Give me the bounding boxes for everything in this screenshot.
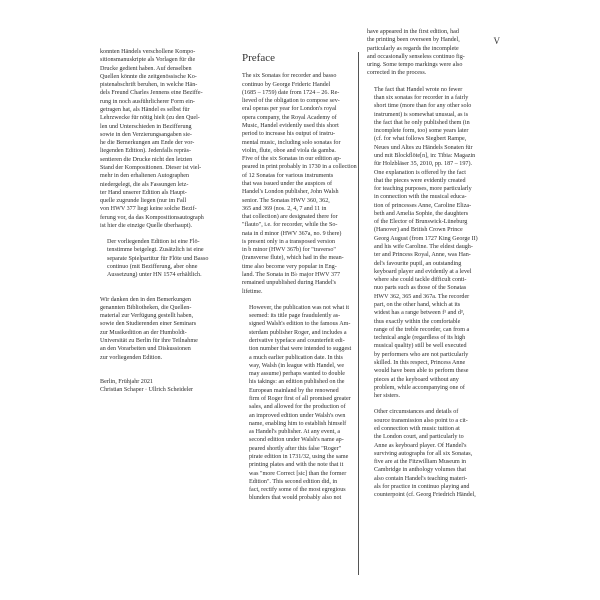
text-line: rung in noch ausführlicherer Form ein- (100, 98, 195, 105)
text-line: peared in print probably in 1730 in a collection (242, 164, 357, 171)
text-line: sales, and allowed for the production of (249, 404, 346, 411)
text-line: ed connection with music tuition at (374, 425, 460, 432)
text-line: beth and Amelia Sophie, the daughters (374, 210, 469, 217)
text-line: as Handel's publisher. At any event, a (249, 429, 341, 436)
text-line: way, Walsh (in league with Handel, we (249, 362, 345, 369)
text-line: pirate edition in 1731/32, using the same (249, 453, 349, 460)
signature-block (100, 378, 227, 395)
text-line: Music, Handel evidently used this short (242, 122, 339, 129)
text-line: uring. Some tempo markings were also (367, 62, 463, 69)
text-line: continuo (mit Bezifferung, aber ohne (107, 264, 198, 271)
text-line: short time (more than for any other solo (374, 103, 472, 110)
text-line: keyboard player and evidently at a level (374, 268, 472, 275)
text-line: (cf. for what follows Siegbert Rampe, (374, 136, 467, 143)
text-line: that was issued under the auspices of (242, 180, 333, 187)
text-line: her sisters. (374, 393, 401, 400)
text-line: and occasionally senseless continuo fig- (367, 53, 465, 60)
text-line: ist hier die einzige Quelle überhaupt). (100, 222, 193, 229)
text-line: of the Elector of Brunswick-Lüneburg (374, 219, 468, 226)
text-line: skilled. In this respect, Princess Anne (374, 359, 466, 366)
text-line: HWV 362, 365 and 367a. The recorder (374, 293, 470, 300)
text-line: problem, while accompanying one of (374, 384, 465, 391)
text-line: (Hanover) and British Crown Prince (374, 227, 463, 234)
text-line: in connection with the musical educa- (374, 194, 467, 201)
text-line: that the pieces were evidently created (374, 177, 466, 184)
text-line: may assume) perhaps wanted to double (249, 371, 345, 378)
text-line: time also become very popular in Eng- (242, 263, 337, 270)
text-line: seemed: its title page fraudulently as- (249, 313, 341, 320)
text-line: (1685 – 1759) date from 1724 – 26. Re- (242, 89, 340, 96)
text-line: instrument) is somewhat unusual, as is (374, 111, 469, 118)
text-line: where she could tackle difficult conti- (374, 277, 467, 284)
right-paragraph-2 (367, 86, 484, 401)
text-line: and his wife Caroline. The eldest daugh- (374, 244, 473, 251)
text-line: that collection) are designated there for (242, 214, 338, 221)
text-line: zur Musikedition an der Humboldt- (100, 329, 187, 336)
text-line: Christian Schaper · Ullrich Scheideler (100, 387, 194, 394)
text-line: would have been able to perform these (374, 368, 469, 375)
text-line: niedergelegt, die als Fassungen letz- (100, 181, 189, 188)
left-paragraph-2 (100, 238, 227, 279)
text-line: period to increase his output of instru- (242, 131, 336, 138)
text-line: by performers who are not particularly (374, 351, 469, 358)
text-line: und mit Blockflöte[n], in: Tibia: Magazin (374, 152, 476, 159)
text-line: getragen hat, als Händel es selbst für (100, 106, 190, 113)
text-line: incomplete form, too) some years later (374, 128, 469, 135)
text-line: del's favourite pupil, an outstanding (374, 260, 462, 267)
text-line: quelle zugrunde liegen (nur im Fall (100, 198, 187, 205)
text-line: for teaching purposes, more particularly (374, 186, 472, 193)
page-number: V (493, 36, 500, 46)
text-line: dels Freund Charles Jennens eine Beziffe- (100, 90, 203, 97)
text-line: lifetime. (242, 288, 263, 295)
text-line: Drucke gedient haben. Auf denselben (100, 65, 192, 72)
middle-column (242, 48, 357, 511)
text-line: genannten Bibliotheken, die Quellen- (100, 304, 192, 311)
text-line: an improved edition under Walsh's own (249, 412, 346, 419)
text-line: von HWV 377 liegt keine solche Bezif- (100, 206, 197, 213)
text-line: Anne as keyboard player. Of Handel's (374, 442, 467, 449)
text-line: the London court, and particularly to (374, 434, 464, 441)
text-line: mental music, including solo sonatas for (242, 139, 341, 146)
text-line: The six Sonatas for recorder and basso (242, 73, 337, 80)
text-line: tenstimme beigelegt. Zusätzlich ist eine (107, 247, 204, 254)
right-paragraph-3 (367, 408, 484, 499)
text-line: Aussetzung) unter HN 1574 erhältlich. (107, 272, 202, 279)
column-divider (358, 52, 359, 575)
text-line: mehr in den erhaltenen Autographen (100, 173, 190, 180)
text-line: 365 and 369 (nos. 2, 4, 7 and 11 in (242, 205, 327, 212)
text-line: sentieren die Drucke nicht den letzten (100, 156, 193, 163)
text-line: als for practice in continuo playing and (374, 483, 470, 490)
text-line: blunders that would probably also not (249, 495, 342, 502)
text-line: particularly as regards the incomplete (367, 45, 459, 52)
text-line: derivative typeface and counterfeit edi- (249, 338, 345, 344)
text-line: Universität zu Berlin für ihre Teilnahme (100, 338, 198, 344)
text-line: Handel's London publisher, John Walsh (242, 189, 339, 196)
text-line: tion of princesses Anne, Caroline Eliza- (374, 202, 472, 209)
text-line: he die Bemerkungen am Ende der vor- (100, 140, 195, 147)
text-line: printing plates and with the note that it (249, 462, 344, 469)
text-line: eral operas per year for London's royal (242, 106, 337, 113)
text-line: sowie in den Verzierungsangaben sie- (100, 131, 192, 138)
text-line: second edition under Walsh's name ap- (249, 437, 344, 444)
text-line: ferung vor, da das Kompositionsautograph (100, 214, 204, 221)
text-line: len und Unterschieden in Bezifferung (100, 123, 192, 130)
text-line: signed Walsh's edition to the famous Am- (249, 321, 351, 328)
text-line: senior. The Sonatas HWV 360, 362, (242, 197, 330, 204)
text-line: Other circumstances and details of (374, 409, 459, 416)
text-line: "flauto", i.e. for recorder, while the So- (242, 222, 338, 229)
text-line: his takings: an edition published on the (249, 379, 345, 386)
text-line: peared shortly after this false "Roger" (249, 445, 342, 452)
text-line: Stand der Kompositionen. Dieser ist viel- (100, 164, 202, 171)
text-line: the printing been overseen by Handel, (367, 37, 460, 44)
text-line: für Holzbläser 35, 2010, pp. 187 – 197). (374, 161, 472, 168)
text-line: have appeared in the first edition, had (367, 29, 459, 35)
right-column (367, 28, 484, 507)
text-line: Lehrzwecke für nötig hielt (zu den Quel- (100, 115, 200, 122)
text-line: land. The Sonata in B♭ major HWV 377 (242, 272, 341, 279)
text-line: an den Vorarbeiten und Diskussionen (100, 346, 191, 353)
text-line: One explanation is offered by the fact (374, 169, 466, 176)
text-line: nuo parts such as those of the Sonatas (374, 285, 467, 292)
text-line: lieved of the obligation to compose sev- (242, 98, 340, 105)
left-paragraph-3 (100, 296, 227, 362)
text-line: European mainland by the renowned (249, 387, 339, 394)
text-line: sowie den Studierenden einer Seminars (100, 321, 197, 328)
text-line: violin, flute, oboe and viola da gamba. (242, 147, 336, 154)
text-line: Neues und Altes zu Händels Sonaten für (374, 144, 473, 151)
text-line: ter and Princess Royal, Anne, was Han- (374, 252, 471, 259)
text-line: nata in d minor (HWV 367a, no. 9 there) (242, 230, 342, 237)
text-line: However, the publication was not what it (249, 304, 350, 311)
text-line: opera company, the Royal Academy of (242, 114, 337, 121)
text-line: technical angle (regardless of its high (374, 335, 466, 342)
text-line: than six sonatas for recorder in a fairly (374, 94, 469, 101)
text-line: is present only in a transposed version (242, 238, 336, 245)
text-line: Georg August (from 1727 King George II) (374, 235, 478, 242)
text-line: sitionsmanuskripte als Vorlagen für die (100, 57, 196, 64)
middle-paragraph-2 (242, 304, 352, 503)
text-line: zur vorliegenden Edition. (100, 354, 163, 361)
text-line: The fact that Handel wrote no fewer (374, 86, 463, 93)
text-line: part, on the other hand, which at its (374, 302, 461, 308)
text-line: tion number that were intended to suggest (249, 346, 352, 353)
text-line: fact, rectify some of the most egregious (249, 487, 346, 494)
text-line: in b minor (HWV 367b) for "traverso" (242, 247, 336, 254)
text-line: five are at the Fitzwilliam Museum in (374, 459, 467, 466)
left-column (100, 48, 227, 402)
text-line: source transmission also point to a cit- (374, 417, 468, 424)
text-line: continuo by George Frideric Handel (242, 81, 331, 88)
text-line: the fact that he only published them (in (374, 119, 470, 126)
middle-paragraph-1 (242, 72, 357, 296)
text-line: pieces at the keyboard without any (374, 376, 459, 383)
text-line: thus exactly within the comfortable (374, 318, 461, 325)
text-line: Cambridge in anthology volumes that (374, 467, 467, 474)
text-line: konnten Händels verschollene Kompo- (100, 49, 196, 55)
text-line: material zur Verfügung gestellt haben, (100, 313, 194, 320)
text-line: was "more Correct [sic] than the former (249, 470, 347, 477)
text-line: separate Spielpartitur für Flöte und Basso (107, 255, 209, 262)
text-line: a much earlier publication date. In this (249, 354, 343, 361)
text-line: Quellen könnte die zeitgenössische Ko- (100, 73, 197, 80)
text-line: Der vorliegenden Edition ist eine Flö- (107, 239, 200, 246)
text-line: Edition". This second edition did, in (249, 478, 338, 485)
text-line: corrected in the process. (367, 70, 427, 77)
preface-heading: Preface (242, 52, 275, 64)
text-line: name, enabling him to establish himself (249, 420, 347, 427)
text-line: Wir danken den in den Bemerkungen (100, 296, 191, 303)
text-line: surviving autographs for all six Sonatas, (374, 450, 473, 457)
text-line: musical quality) still be well executed (374, 343, 467, 350)
text-line: sterdam publisher Roger, and includes a (249, 329, 347, 336)
text-line: (transverse flute), which had in the mean- (242, 255, 344, 262)
text-line: ter Hand unserer Edition als Haupt- (100, 189, 187, 196)
text-line: range of the treble recorder, can from a (374, 326, 470, 333)
text-line: of 12 Sonatas for various instruments (242, 172, 334, 179)
text-line: Five of the six Sonatas in our edition ap- (242, 156, 342, 163)
text-line: widest has a range between f¹ and d³, (374, 310, 465, 317)
text-line: firm of Roger first of all promised greater (249, 395, 351, 402)
left-paragraph-1 (100, 48, 227, 230)
text-line: liegenden Edition). Jedenfalls repräs- (100, 148, 192, 155)
text-line: Berlin, Frühjahr 2021 (100, 378, 153, 385)
right-paragraph-1 (367, 28, 484, 78)
text-line: pistenabschrift beruhen, in welche Hän- (100, 82, 198, 89)
text-line: also contain Handel's teaching materi- (374, 475, 468, 482)
text-line: counterpoint (cf. Georg Friedrich Händel, (374, 492, 476, 499)
text-line: remained unpublished during Handel's (242, 280, 337, 287)
